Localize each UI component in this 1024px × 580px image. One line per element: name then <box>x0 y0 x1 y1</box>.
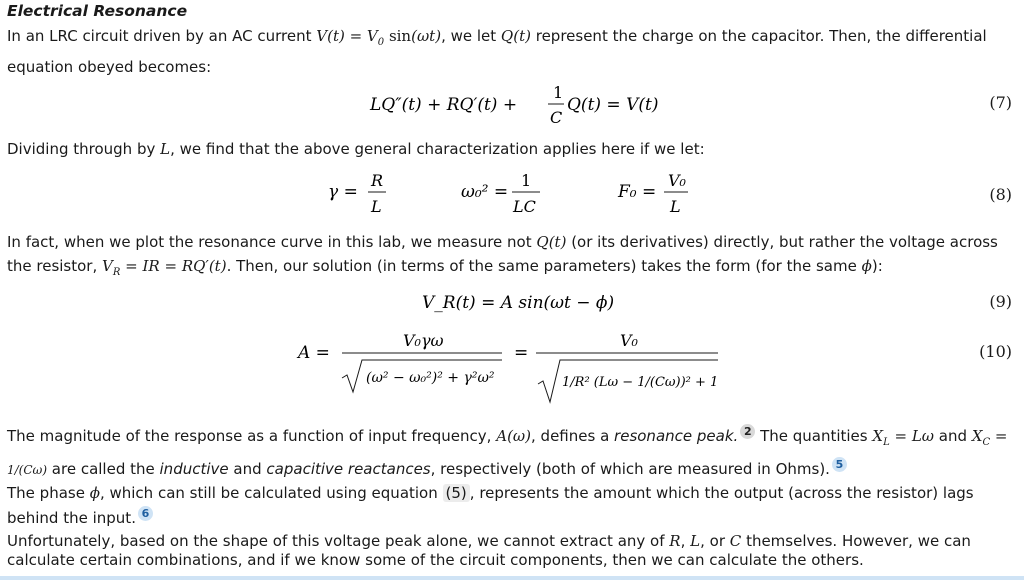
eq8-v0: V₀ <box>668 171 686 190</box>
eq8-lc: LC <box>513 197 536 216</box>
resonance-paragraph: In fact, when we plot the resonance curve in this lab, we measure not Q(t) (or its derivatives) directly, but rather the voltage across the resistor, $V_R$ = IR = RQ′(t). Then, our solution (in terms of the same parameters) takes the form (for the same ϕ): <box>7 233 998 278</box>
bottom-highlight-bar <box>0 576 1024 580</box>
eq7-c: C <box>550 108 563 127</box>
equation-number-10: (10) <box>979 342 1012 361</box>
section-title: Electrical Resonance <box>7 2 188 20</box>
eq8-f: F₀ = <box>618 182 657 202</box>
math-q-of-t: Q(t) <box>500 27 531 45</box>
equation-number-9: (9) <box>989 292 1012 311</box>
math-vr-def: $V_R$ = IR = RQ′(t) <box>102 257 227 278</box>
eq7-one: 1 <box>553 83 564 102</box>
eq10-den2: 1/R² (Lω − 1/(Cω))² + 1 <box>562 375 719 390</box>
equation-8 <box>328 168 708 224</box>
eq8-l: L <box>371 197 382 216</box>
equation-number-8: (8) <box>989 185 1012 204</box>
math-v-of-t: $V(t) = V_0$ sin(ωt) <box>316 27 442 48</box>
math-xl: $X_L = L\omega$ <box>872 427 935 448</box>
eq10-a: A = <box>298 343 330 363</box>
eq9-text: V_R(t) = A sin(ωt − ϕ) <box>422 293 615 313</box>
eq8-one: 1 <box>521 171 532 190</box>
eq10-equals: = <box>514 343 529 363</box>
intro-paragraph: In an LRC circuit driven by an AC current $V(t) = V_0$ sin(ωt), we let Q(t) represent the charge on the capacitor. Then, the differential equation obeyed becomes: <box>7 27 987 76</box>
footnote-2-badge[interactable]: 2 <box>740 424 755 439</box>
phase-paragraph: The phase ϕ, which can still be calculated using equation (5) , represents the amount which the output (across the resistor) lags behind the input. 6 <box>7 484 974 527</box>
math-xc: $X_C = 1/(C\omega)$ <box>7 427 1008 477</box>
equation-10 <box>298 326 728 406</box>
equation-9 <box>422 288 622 318</box>
equation-7 <box>370 78 670 138</box>
equation-number-7: (7) <box>989 93 1012 112</box>
eq10-den1: (ω² − ω₀²)² + γ²ω² <box>366 370 495 386</box>
footnote-5-badge[interactable]: 5 <box>832 457 847 472</box>
footnote-6-badge[interactable]: 6 <box>138 506 153 521</box>
eq7-lhs: LQ″(t) + RQ′(t) + <box>370 95 518 115</box>
dividing-paragraph: Dividing through by L, we find that the above general characterization applies here if we let: <box>7 140 705 158</box>
eq8-omega: ω₀² = <box>461 182 509 202</box>
magnitude-paragraph: The magnitude of the response as a function of input frequency, A(ω), defines a resonance peak. 2 The quantities $X_L = L\omega$ and $X_C = 1/(C\omega)$ are called the inductive and capacitive reactances, respectively (both of which are measured in Ohms). 5 <box>7 425 1008 478</box>
eq8-gamma: γ = <box>328 182 358 202</box>
equation-5-link[interactable]: (5) <box>443 484 470 502</box>
eq8-r: R <box>371 171 384 190</box>
eq7-rhs: Q(t) = V(t) <box>567 95 659 115</box>
eq10-num2: V₀ <box>620 331 638 350</box>
eq10-num1: V₀γω <box>403 331 444 350</box>
eq8-l2: L <box>670 197 681 216</box>
unfortunately-paragraph: Unfortunately, based on the shape of this voltage peak alone, we cannot extract any of R, L, or C themselves. However, we can calculate certain combinations, and if we know some of the circuit components, then we can calculate the others. <box>7 532 971 569</box>
